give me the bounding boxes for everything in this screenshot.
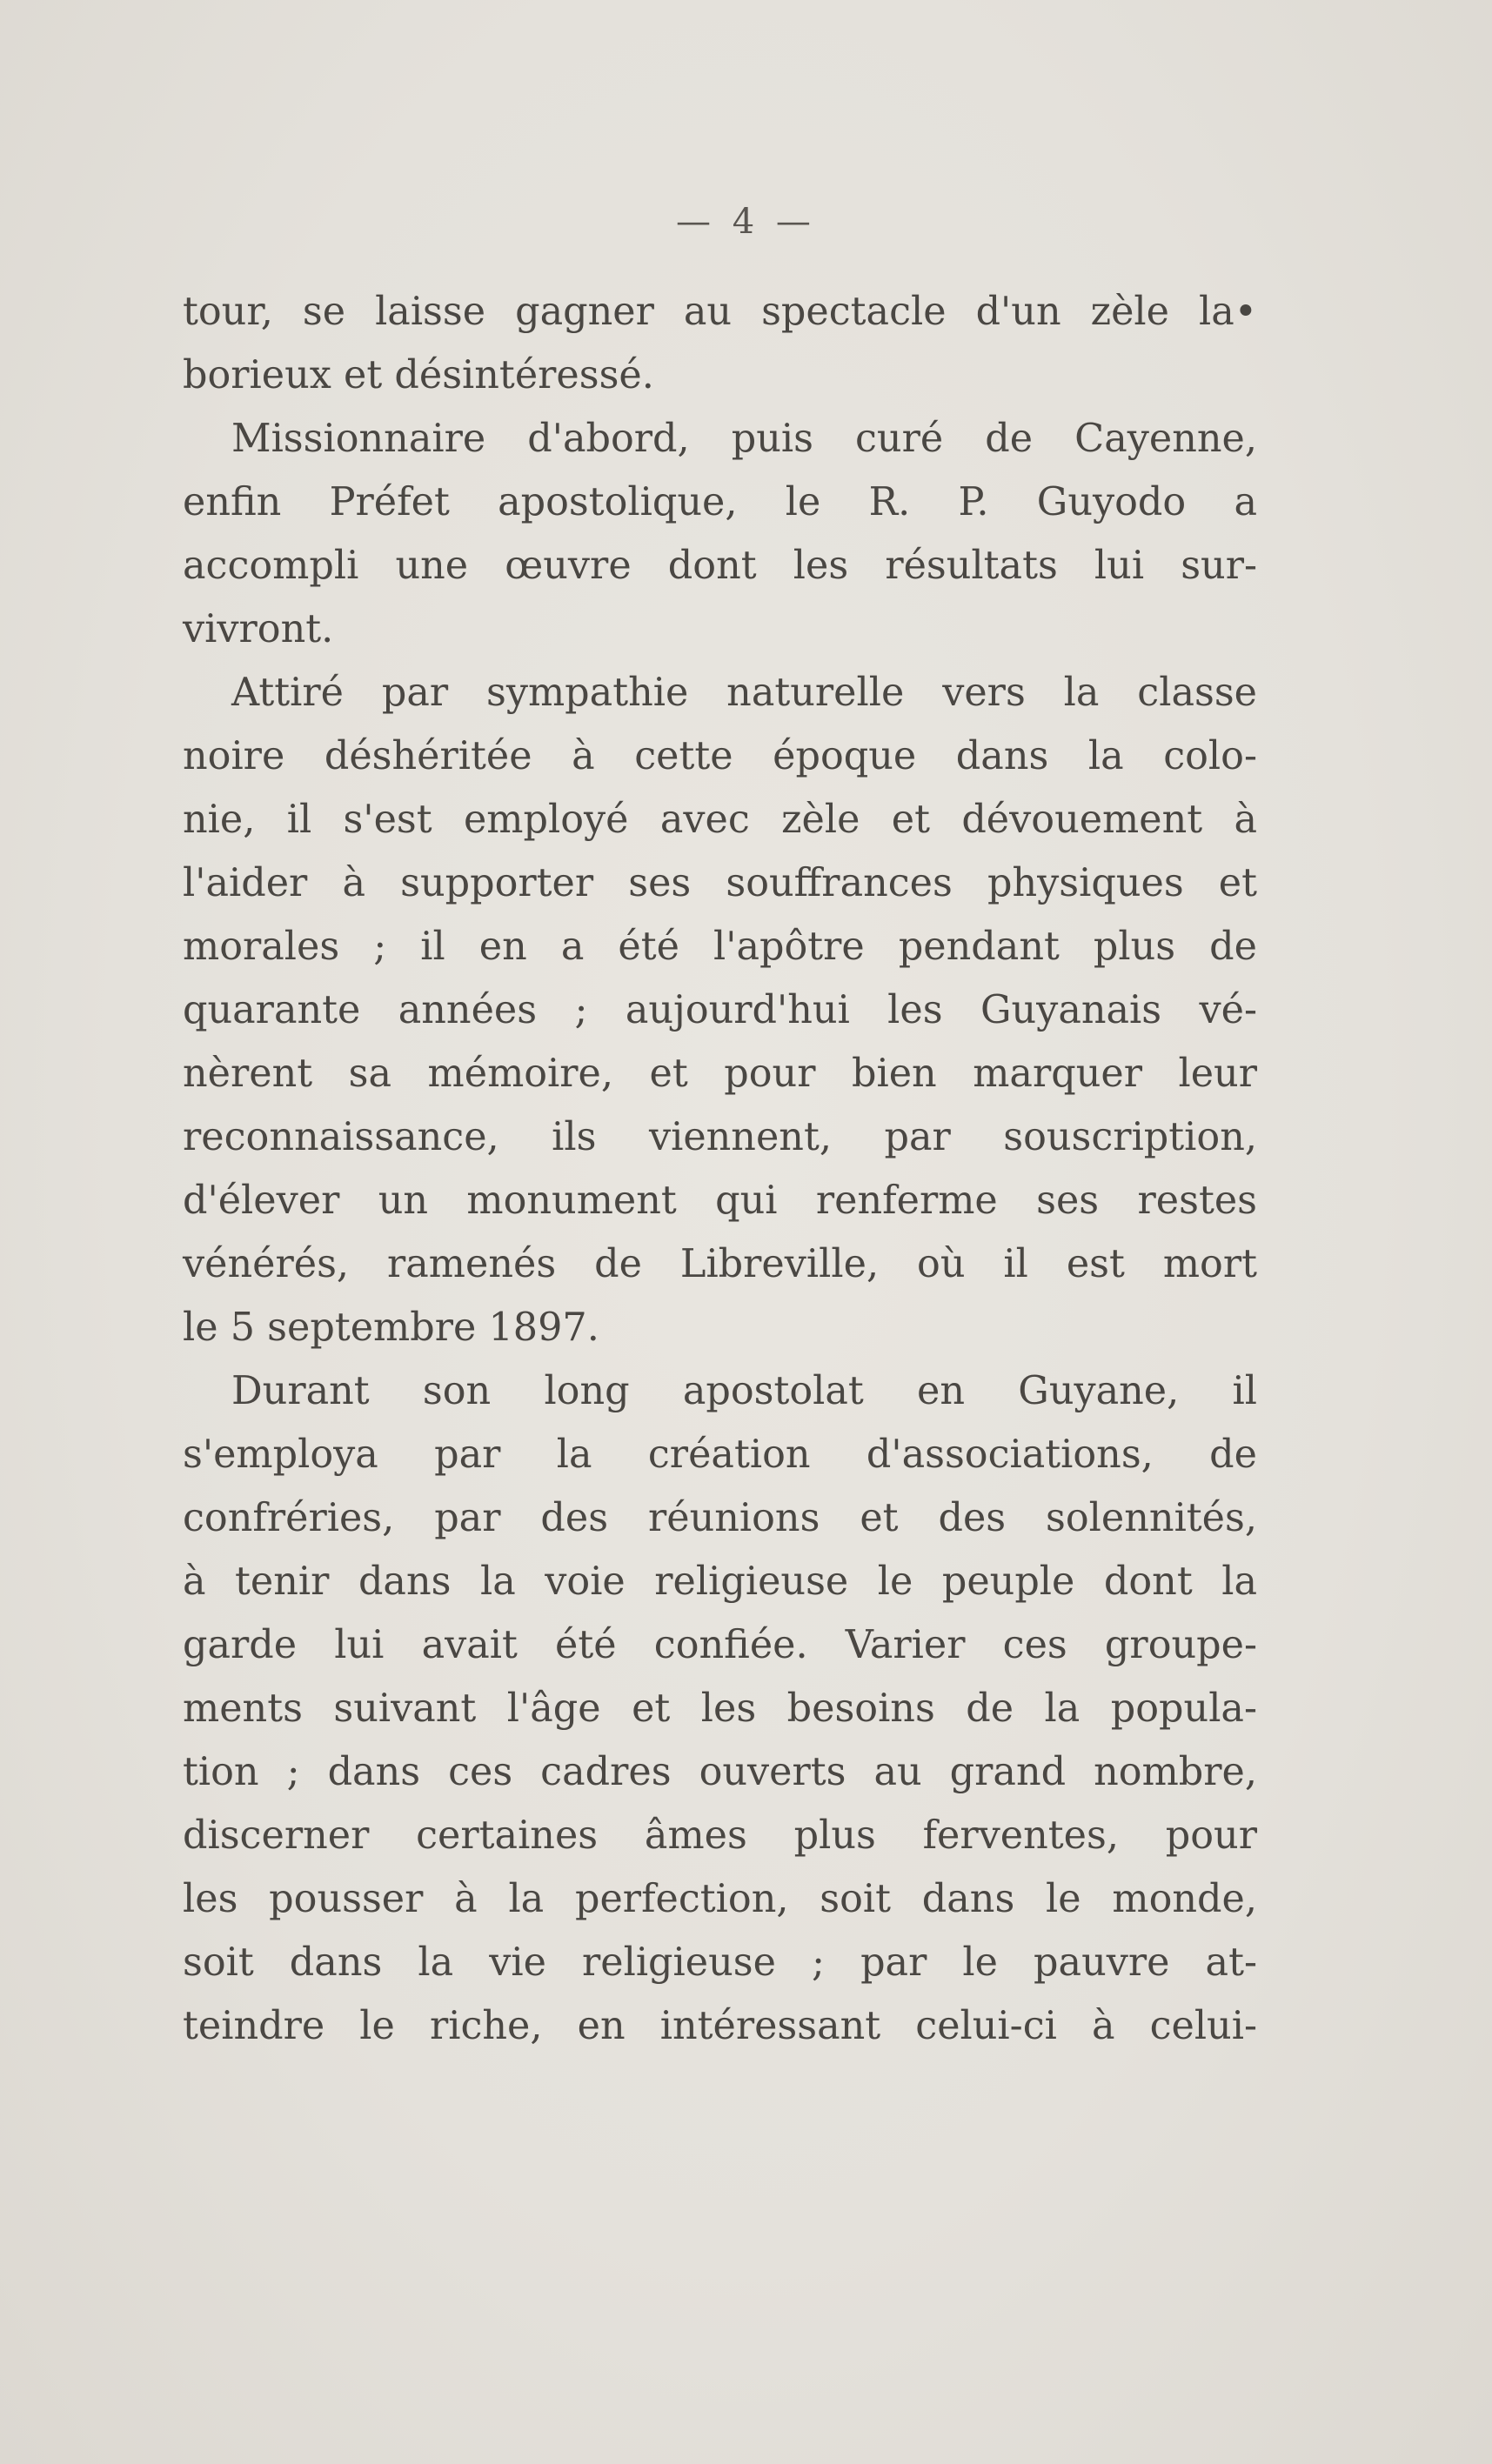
paragraph [183,661,1257,1359]
text-line: s'employa par la création d'associations, de [183,1432,1257,1477]
text-line: nie, il s'est employé avec zèle et dévouement à [183,798,1257,842]
paragraph [183,407,1257,661]
text-line: d'élever un monument qui renferme ses restes [183,1179,1257,1223]
paragraph [183,280,1257,407]
page-number: — 4 — [676,202,816,242]
text-line: borieux et désintéressé. [183,353,654,397]
text-line: Missionnaire d'abord, puis curé de Cayenne, [231,417,1257,461]
text-line: noire déshéritée à cette époque dans la colo- [183,734,1257,778]
text-line: accompli une œuvre dont les résultats lui sur- [183,544,1257,588]
text-line: teindre le riche, en intéressant celui-ci à celui- [183,2004,1257,2048]
text-line: tour, se laisse gagner au spectacle d'un zèle la• [183,290,1257,334]
text-line: morales ; il en a été l'apôtre pendant plus de [183,925,1257,969]
text-line: Attiré par sympathie naturelle vers la classe [231,671,1257,715]
text-line: le 5 septembre 1897. [183,1305,599,1350]
text-line: à tenir dans la voie religieuse le peuple dont la [183,1559,1257,1604]
text-line: soit dans la vie religieuse ; par le pauvre at- [183,1940,1257,1985]
text-line: ments suivant l'âge et les besoins de la popula- [183,1686,1257,1731]
text-line: vénérés, ramenés de Libreville, où il est mort [183,1242,1257,1286]
text-line: garde lui avait été confiée. Varier ces groupe- [183,1623,1257,1667]
text-line: nèrent sa mémoire, et pour bien marquer leur [183,1052,1257,1096]
text-line: confréries, par des réunions et des solennités, [183,1496,1257,1540]
paragraph [183,1359,1257,2058]
text-line: Durant son long apostolat en Guyane, il [231,1369,1257,1413]
body-text [183,280,1257,2058]
text-line: enfin Préfet apostolique, le R. P. Guyodo a [183,480,1257,524]
text-line: les pousser à la perfection, soit dans le monde, [183,1877,1257,1921]
text-line: vivront. [183,607,334,651]
text-line: l'aider à supporter ses souffrances physiques et [183,861,1257,905]
text-line: quarante années ; aujourd'hui les Guyanais vé- [183,988,1257,1032]
text-line: reconnaissance, ils viennent, par souscription, [183,1115,1257,1159]
text-line: discerner certaines âmes plus ferventes, pour [183,1813,1257,1858]
text-line: tion ; dans ces cadres ouverts au grand nombre, [183,1750,1257,1794]
